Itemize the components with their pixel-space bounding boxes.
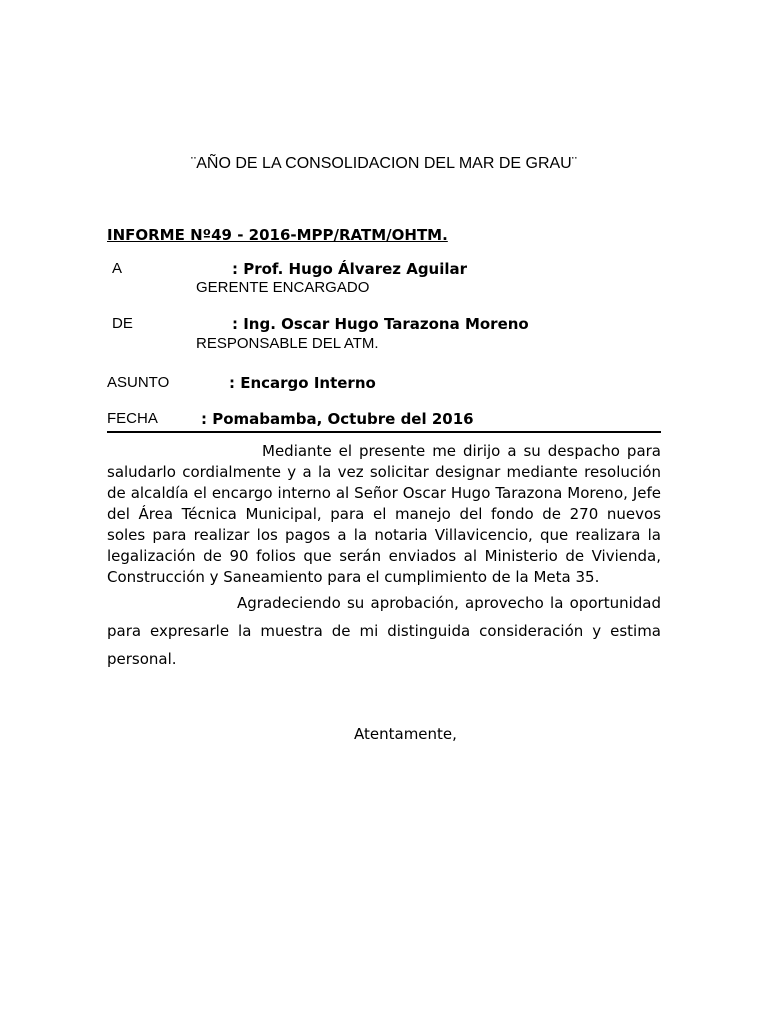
body-paragraph-2 bbox=[107, 589, 661, 673]
date-value: : Pomabamba, Octubre del 2016 bbox=[201, 410, 474, 428]
date-label: FECHA bbox=[107, 410, 158, 427]
header-divider bbox=[107, 431, 661, 433]
subject-value: : Encargo Interno bbox=[229, 374, 376, 392]
from-value: : Ing. Oscar Hugo Tarazona Moreno bbox=[232, 315, 529, 333]
body-paragraph-1 bbox=[107, 441, 661, 588]
from-position: RESPONSABLE DEL ATM. bbox=[196, 335, 379, 352]
closing-salutation: Atentamente, bbox=[354, 725, 457, 743]
report-number: INFORME Nº49 - 2016-MPP/RATM/OHTM. bbox=[107, 226, 448, 244]
subject-label: ASUNTO bbox=[107, 374, 170, 391]
to-value: : Prof. Hugo Álvarez Aguilar bbox=[232, 260, 468, 278]
body-paragraph-1-text: Mediante el presente me dirijo a su despacho para saludarlo cordialmente y a la vez solicitar designar mediante resolución de alcaldía el encargo interno al Señor Oscar Hugo Tarazona Moreno, Jefe del Área Técnica Municipal, para el manejo del fondo de 270 nuevos soles para realizar los pagos a la notaria Villavicencio, que realizara la legalización de 90 folios que serán enviados al Ministerio de Vivienda, Construcción y Saneamiento para el cumplimiento de la Meta 35. bbox=[107, 442, 661, 586]
body-paragraph-2-text: Agradeciendo su aprobación, aprovecho la oportunidad para expresarle la muestra de mi distinguida consideración y estima personal. bbox=[107, 594, 661, 668]
to-label: A bbox=[112, 260, 123, 277]
to-position: GERENTE ENCARGADO bbox=[196, 279, 370, 296]
document-motto: ¨AÑO DE LA CONSOLIDACION DEL MAR DE GRAU¨ bbox=[190, 155, 578, 172]
from-label: DE bbox=[112, 315, 133, 332]
